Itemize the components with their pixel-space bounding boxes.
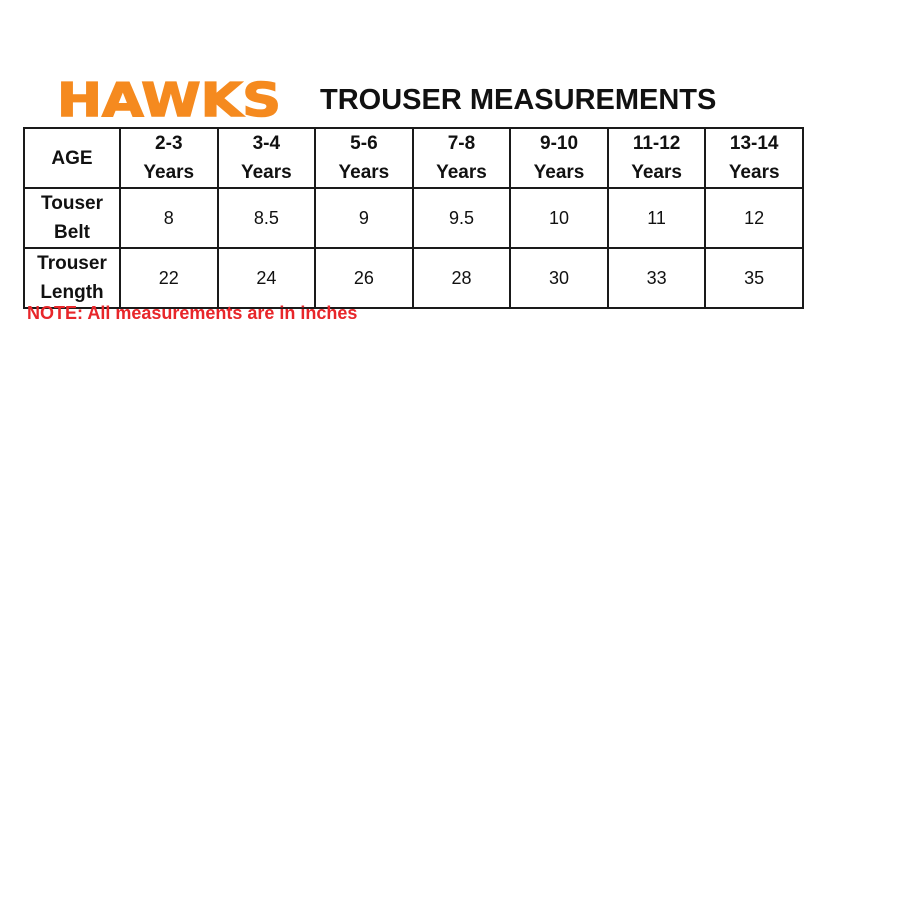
measurement-cell: 8.5 [218, 188, 316, 248]
measurement-cell: 11 [608, 188, 706, 248]
hawks-logo [55, 74, 283, 122]
row-label-cell [24, 188, 120, 248]
row-label-cell [24, 248, 120, 308]
age-column-header [608, 128, 706, 188]
age-unit: Years [533, 162, 585, 183]
age-range: 11-12 [632, 133, 681, 154]
trouser-size-table [23, 127, 804, 309]
age-unit: Years [240, 162, 292, 183]
age-header-label: AGE [51, 147, 93, 169]
measurement-cell: 30 [510, 248, 608, 308]
table-row-trouser-belt [24, 188, 803, 248]
table-header-row [24, 128, 803, 188]
measurement-note: NOTE: All measurements are in inches [27, 303, 358, 323]
age-column-header [510, 128, 608, 188]
row-label-line: Length [40, 282, 104, 303]
age-range: 13-14 [729, 133, 779, 154]
measurement-cell: 33 [608, 248, 706, 308]
age-range: 9-10 [540, 133, 579, 154]
age-unit: Years [436, 162, 487, 183]
measurement-cell: 22 [120, 248, 218, 308]
age-unit: Years [143, 162, 195, 183]
age-unit: Years [631, 162, 682, 183]
measurement-cell: 9 [315, 188, 413, 248]
age-range: 5-6 [350, 133, 378, 154]
age-range: 2-3 [155, 133, 183, 154]
age-column-header [705, 128, 803, 188]
row-label-line: Trouser [37, 253, 107, 274]
age-unit: Years [338, 162, 390, 183]
measurement-cell: 35 [705, 248, 803, 308]
measurement-cell: 24 [218, 248, 316, 308]
age-unit: Years [728, 162, 780, 183]
row-label-line: Belt [54, 222, 90, 243]
page-title: TROUSER MEASUREMENTS [320, 84, 717, 116]
age-column-header [120, 128, 218, 188]
measurement-cell: 12 [705, 188, 803, 248]
row-label-line: Touser [41, 193, 103, 214]
measurement-cell: 10 [510, 188, 608, 248]
age-column-header [315, 128, 413, 188]
svg-text:HAWKS: HAWKS [57, 74, 281, 122]
age-range: 7-8 [447, 133, 476, 154]
age-column-header [413, 128, 511, 188]
measurement-cell: 8 [120, 188, 218, 248]
measurement-cell: 28 [413, 248, 511, 308]
age-column-header [218, 128, 316, 188]
age-range: 3-4 [252, 133, 281, 154]
table-row-trouser-length [24, 248, 803, 308]
age-header-cell [24, 128, 120, 188]
measurement-cell: 26 [315, 248, 413, 308]
measurement-cell: 9.5 [413, 188, 511, 248]
